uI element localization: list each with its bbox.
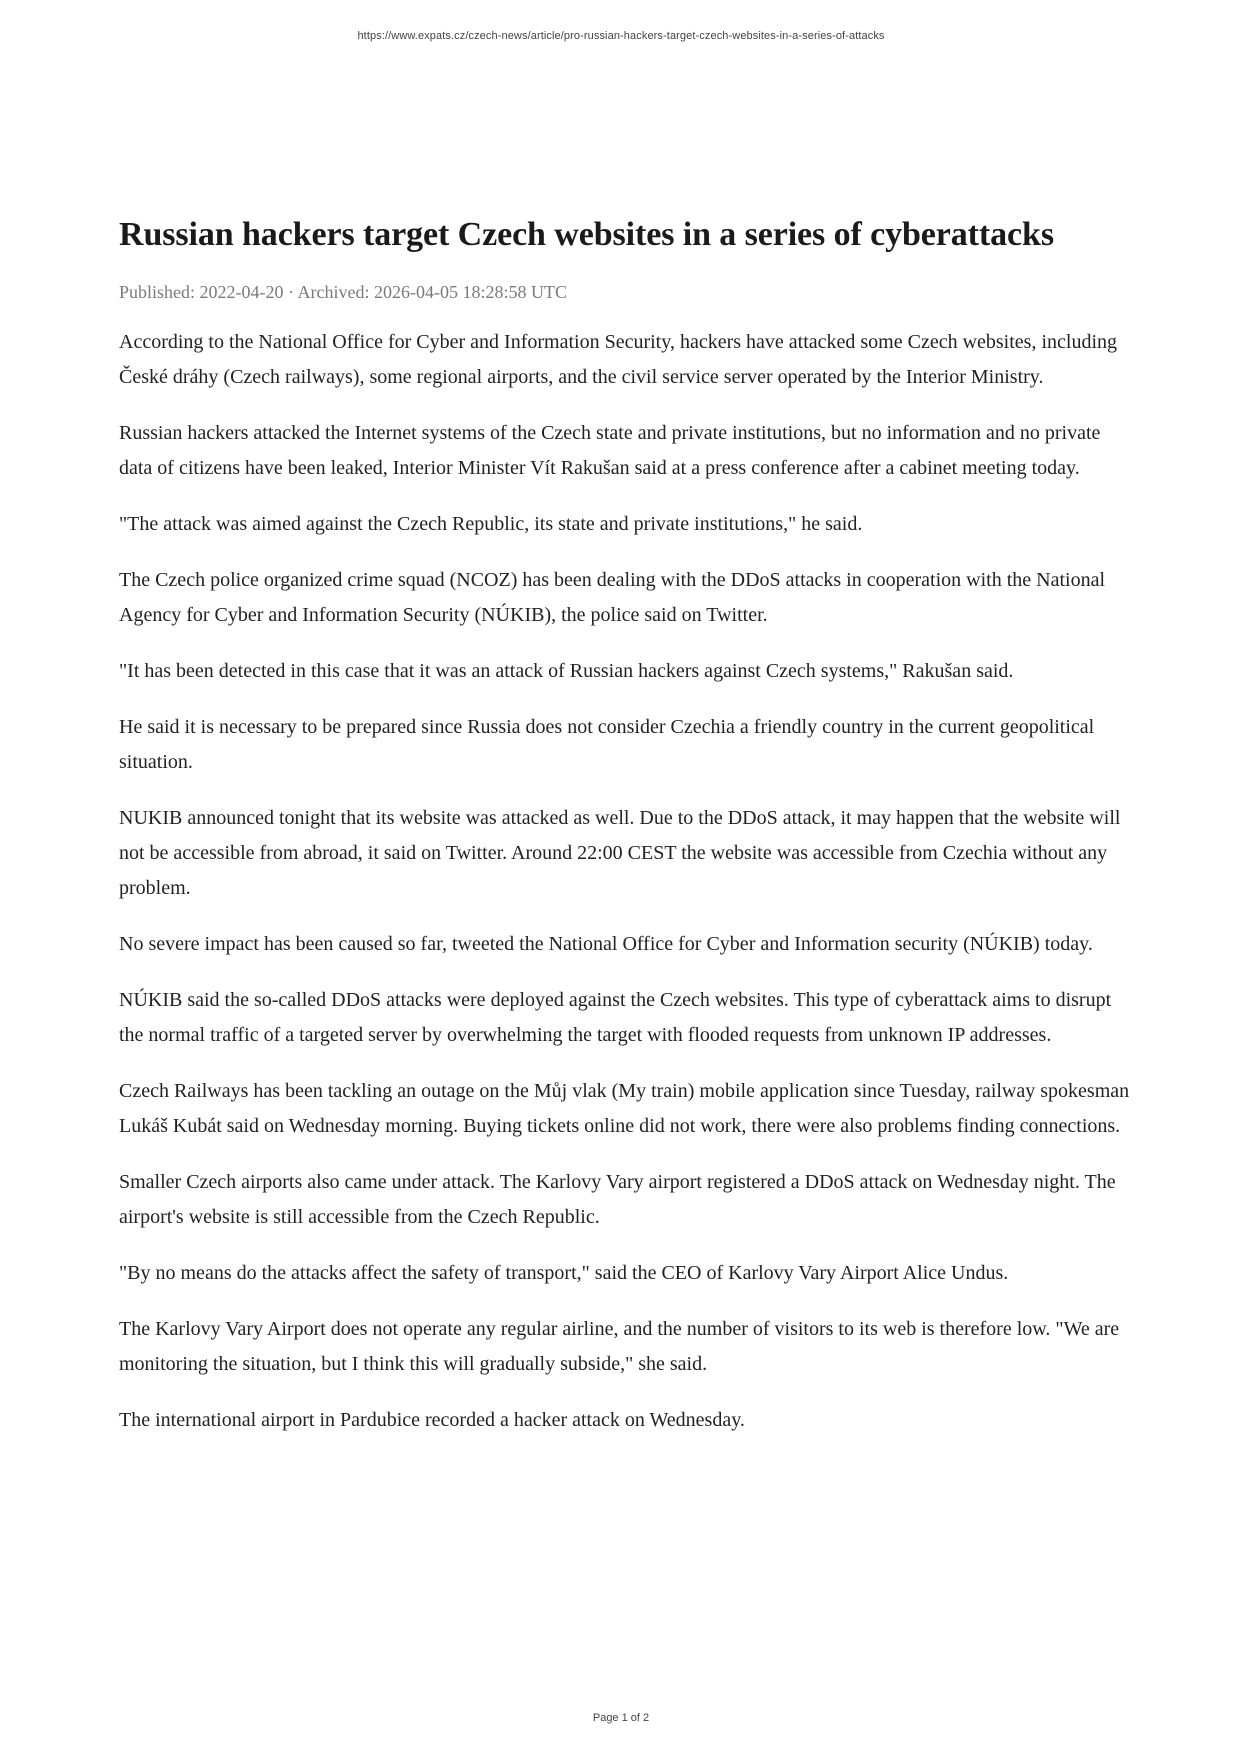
paragraph: Russian hackers attacked the Internet systems of the Czech state and private institutions, but no information and no private data of citizens have been leaked, Interior Minister Vít Rakušan said at a press conference after a cabinet meeting today. [119,422,1101,479]
source-url: https://www.expats.cz/czech-news/article/pro-russian-hackers-target-czech-websites-in-a-series-of-attacks [357,30,885,42]
article-body [119,325,1131,1438]
paragraph: "It has been detected in this case that it was an attack of Russian hackers against Czech systems," Rakušan said. [119,660,1014,682]
article-title: Russian hackers target Czech websites in a series of cyberattacks [119,216,1054,253]
paragraph: The Czech police organized crime squad (NCOZ) has been dealing with the DDoS attacks in cooperation with the National Agency for Cyber and Information Security (NÚKIB), the police said on Twitter. [119,569,1105,626]
article-meta: Published: 2022-04-20 · Archived: 2026-04-05 18:28:58 UTC [119,282,567,302]
paragraph: NUKIB announced tonight that its website was attacked as well. Due to the DDoS attack, it may happen that the website will not be accessible from abroad, it said on Twitter. Around 22:00 CEST the website was accessible from Czechia without any problem. [119,807,1121,899]
paragraph: The Karlovy Vary Airport does not operate any regular airline, and the number of visitors to its web is therefore low. "We are monitoring the situation, but I think this will gradually subside," she said. [119,1318,1120,1375]
page-number: Page 1 of 2 [592,1712,650,1724]
article [119,212,1131,1459]
paragraph: Czech Railways has been tackling an outage on the Můj vlak (My train) mobile application since Tuesday, railway spokesman Lukáš Kubát said on Wednesday morning. Buying tickets online did not work, there were also problems finding connections. [119,1080,1130,1137]
paragraph: He said it is necessary to be prepared since Russia does not consider Czechia a friendly country in the current geopolitical situation. [119,716,1095,773]
paragraph: According to the National Office for Cyber and Information Security, hackers have attacked some Czech websites, including České dráhy (Czech railways), some regional airports, and the civil service server operated by the Interior Ministry. [119,331,1117,388]
paragraph: Smaller Czech airports also came under attack. The Karlovy Vary airport registered a DDoS attack on Wednesday night. The airport's website is still accessible from the Czech Republic. [119,1171,1116,1228]
paragraph: "By no means do the attacks affect the safety of transport," said the CEO of Karlovy Vary Airport Alice Undus. [119,1262,1009,1284]
paragraph: The international airport in Pardubice recorded a hacker attack on Wednesday. [119,1409,745,1431]
paragraph: "The attack was aimed against the Czech Republic, its state and private institutions," he said. [119,513,863,535]
paragraph: No severe impact has been caused so far, tweeted the National Office for Cyber and Information security (NÚKIB) today. [119,933,1093,955]
paragraph: NÚKIB said the so-called DDoS attacks were deployed against the Czech websites. This type of cyberattack aims to disrupt the normal traffic of a targeted server by overwhelming the target with flooded requests from unknown IP addresses. [119,989,1112,1046]
